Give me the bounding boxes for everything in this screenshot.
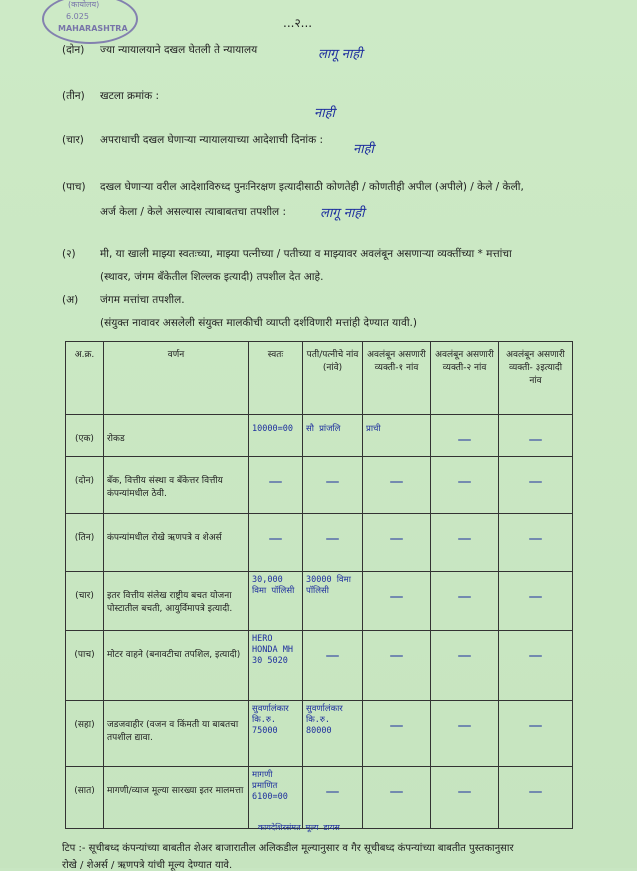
handwritten-dash: — <box>389 648 404 664</box>
table-row <box>66 631 573 701</box>
spouse-cell <box>303 415 363 457</box>
header-cell: अवलंबून असणारी व्यक्ती-२ नांव <box>431 342 499 415</box>
stamp-text: MAHARASHTRA <box>58 24 128 33</box>
handwritten-dash: — <box>457 531 472 547</box>
dependent2-cell <box>431 572 499 631</box>
handwritten-dash: — <box>325 531 340 547</box>
handwritten-dash: — <box>268 474 283 490</box>
row-description: कंपन्यांमधील रोखे ऋणपत्रे व शेअर्स <box>104 514 249 572</box>
dependent2-cell <box>431 631 499 701</box>
row-description: मोटर वाहने (बनावटीचा तपशिल, इत्यादी) <box>104 631 249 701</box>
header-cell: पती/पत्नीचे नांव (नांवे) <box>303 342 363 415</box>
table-row <box>66 701 573 767</box>
handwritten-answer: लागू नाही <box>320 206 365 221</box>
dependent3-cell <box>499 415 573 457</box>
stamp-text: (कायोलय) <box>68 0 100 9</box>
section-number: (अ) <box>62 294 79 306</box>
handwritten-entry: सुवर्णालंकार कि.रु. 75000 <box>252 704 289 736</box>
self-cell <box>249 572 303 631</box>
row-number: (पाच) <box>66 631 104 701</box>
header-cell: अ.क्र. <box>66 342 104 415</box>
spouse-cell <box>303 701 363 767</box>
handwritten-entry: सौ प्रांजलि <box>306 424 341 434</box>
handwritten-entry: मागणी प्रमाणित 6100=00 <box>252 770 288 802</box>
section-note: (संयुक्त नावावर असलेली संयुक्त मालकीची व्याप्ती दर्शविणारी मत्तांही देण्यात यावी.) <box>100 317 417 329</box>
section-number: (पाच) <box>62 181 86 193</box>
handwritten-dash: — <box>389 784 404 800</box>
section-number: (दोन) <box>62 44 85 56</box>
dependent1-cell <box>363 572 431 631</box>
spouse-cell <box>303 514 363 572</box>
spouse-cell <box>303 631 363 701</box>
section-text: अर्ज केला / केले असल्यास त्याबाबतचा तपशील : <box>100 206 287 218</box>
section-number: (तीन) <box>62 90 85 102</box>
handwritten-dash: — <box>268 531 283 547</box>
spouse-cell <box>303 767 363 829</box>
dependent2-cell <box>431 457 499 514</box>
handwritten-dash: — <box>389 531 404 547</box>
table-row <box>66 767 573 829</box>
dependent3-cell <box>499 701 573 767</box>
row-description: इतर वित्तीय संलेख राष्ट्रीय बचत योजना पोस्टातील बचती, आयुर्विमापत्रे इत्यादी. <box>104 572 249 631</box>
row-number: (सहा) <box>66 701 104 767</box>
handwritten-dash: — <box>457 784 472 800</box>
row-description: बँक, वित्तीय संस्था व बँकेत्तर वित्तीय कंपन्यांमधील ठेवी. <box>104 457 249 514</box>
handwritten-entry: HERO HONDA MH 30 5020 <box>252 634 293 666</box>
handwritten-dash: — <box>389 474 404 490</box>
dependent1-cell <box>363 767 431 829</box>
self-cell <box>249 514 303 572</box>
handwritten-dash: — <box>457 432 472 448</box>
section-title: जंगम मत्तांचा तपशील. <box>100 294 185 306</box>
self-cell <box>249 415 303 457</box>
handwritten-annotation: कायदेशिरसंमत मूल्य डायस <box>258 823 340 832</box>
handwritten-dash: — <box>457 648 472 664</box>
dependent3-cell <box>499 572 573 631</box>
header-cell: अवलंबून असणारी व्यक्ती-१ नांव <box>363 342 431 415</box>
handwritten-dash: — <box>457 589 472 605</box>
handwritten-entry: सुवर्णालंकार कि.रु. 80000 <box>306 704 343 736</box>
handwritten-answer: नाही <box>314 106 335 121</box>
self-cell <box>249 767 303 829</box>
dependent1-cell <box>363 631 431 701</box>
row-number: (सात) <box>66 767 104 829</box>
handwritten-dash: — <box>325 648 340 664</box>
handwritten-dash: — <box>528 474 543 490</box>
table-row <box>66 457 573 514</box>
handwritten-dash: — <box>528 718 543 734</box>
footnote: रोखे / शेअर्स / ऋणपत्रे यांची मूल्य देण्यात यावे. <box>62 860 233 871</box>
row-number: (चार) <box>66 572 104 631</box>
office-stamp <box>42 0 138 44</box>
section-text: अपराधाची दखल घेणाऱ्या न्यायालयाच्या आदेशाची दिनांक : <box>100 134 324 146</box>
handwritten-dash: — <box>528 432 543 448</box>
section-text: दखल घेणाऱ्या वरील आदेशाविरुध्द पुनःनिरक्षण इत्यादीसाठी कोणतेही / कोणतीही अपील (अपीले) / केले / केली, <box>100 181 524 193</box>
header-cell: वर्णन <box>104 342 249 415</box>
handwritten-entry: प्राची <box>366 424 381 434</box>
dependent3-cell <box>499 514 573 572</box>
self-cell <box>249 631 303 701</box>
table-row <box>66 514 573 572</box>
self-cell <box>249 701 303 767</box>
dependent1-cell <box>363 701 431 767</box>
dependent2-cell <box>431 701 499 767</box>
handwritten-dash: — <box>389 718 404 734</box>
section-text: मी, या खाली माझ्या स्वतःच्या, माझ्या पत्नीच्या / पतीच्या व माझ्यावर अवलंबून असणाऱ्या व्यक्तींच्या * मत्तांचा <box>100 248 512 260</box>
footnote: टिप :- सूचीबध्द कंपन्यांच्या बाबतीत शेअर बाजारातील अलिकडील मूल्यानुसार व गैर सूचीबध्द कंपन्यांच्या बाबतीत पुस्तकानुसार <box>62 843 514 854</box>
dependent2-cell <box>431 767 499 829</box>
movable-assets-table <box>65 341 573 829</box>
handwritten-dash: — <box>325 784 340 800</box>
row-description: जडजवाहीर (वजन व किंमती या बाबतचा तपशील द्यावा. <box>104 701 249 767</box>
handwritten-entry: 30000 विमा पॉलिसी <box>306 575 351 596</box>
dependent1-cell <box>363 514 431 572</box>
spouse-cell <box>303 572 363 631</box>
dependent2-cell <box>431 514 499 572</box>
header-cell: अवलंबून असणारी व्यक्ती- ३इत्यादी नांव <box>499 342 573 415</box>
handwritten-entry: 30,000 विमा पॉलिसी <box>252 575 295 596</box>
dependent3-cell <box>499 631 573 701</box>
stamp-text: 6.025 <box>66 12 89 21</box>
dependent3-cell <box>499 767 573 829</box>
handwritten-answer: नाही <box>353 142 374 157</box>
handwritten-entry: 10000=00 <box>252 424 293 434</box>
section-text: खटला क्रमांक : <box>100 90 160 102</box>
dependent2-cell <box>431 415 499 457</box>
page-number: ...२... <box>283 16 313 30</box>
table-row <box>66 572 573 631</box>
handwritten-dash: — <box>325 474 340 490</box>
handwritten-dash: — <box>528 784 543 800</box>
handwritten-answer: लागू नाही <box>318 47 363 62</box>
dependent1-cell <box>363 457 431 514</box>
section-number: (२) <box>62 248 76 260</box>
dependent1-cell <box>363 415 431 457</box>
handwritten-dash: — <box>528 648 543 664</box>
section-text: ज्या न्यायालयाने दखल घेतली ते न्यायालय <box>100 44 258 56</box>
handwritten-dash: — <box>457 718 472 734</box>
handwritten-dash: — <box>389 589 404 605</box>
row-number: (एक) <box>66 415 104 457</box>
row-number: (तिन) <box>66 514 104 572</box>
self-cell <box>249 457 303 514</box>
table-header-row <box>66 342 573 415</box>
spouse-cell <box>303 457 363 514</box>
handwritten-dash: — <box>528 589 543 605</box>
row-number: (दोन) <box>66 457 104 514</box>
header-cell: स्वतः <box>249 342 303 415</box>
section-text: (स्थावर, जंगम बँकेतील शिल्लक इत्यादी) तपशील देत आहे. <box>100 271 324 283</box>
handwritten-dash: — <box>457 474 472 490</box>
row-description: रोकड <box>104 415 249 457</box>
dependent3-cell <box>499 457 573 514</box>
table-row <box>66 415 573 457</box>
row-description: मागणी/व्याज मूल्या सारख्या इतर मालमत्ता <box>104 767 249 829</box>
section-number: (चार) <box>62 134 84 146</box>
handwritten-dash: — <box>528 531 543 547</box>
